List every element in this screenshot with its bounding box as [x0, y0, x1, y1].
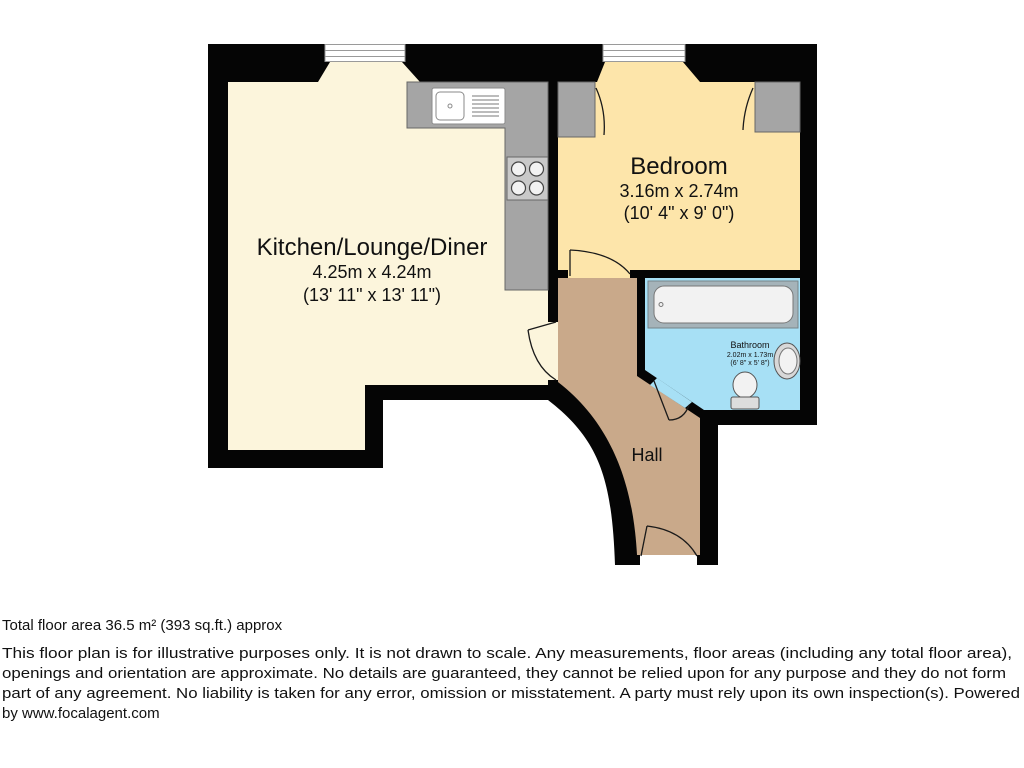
bedroom-name: Bedroom — [630, 153, 728, 180]
wash-basin-icon — [774, 343, 800, 379]
kitchen-sink-icon — [432, 88, 505, 124]
bathtub-inner — [654, 286, 793, 323]
hob-ring — [530, 181, 544, 195]
toilet-icon — [731, 372, 759, 409]
hob-ring — [512, 162, 526, 176]
bathroom-label — [727, 340, 773, 367]
kitchen-name: Kitchen/Lounge/Diner — [256, 234, 488, 261]
bedroom-window-icon — [603, 45, 685, 62]
hob-ring — [530, 162, 544, 176]
bedroom-window-frame — [603, 45, 685, 62]
disclaimer-line: openings and orientation are approximate. No details are guaranteed, they cannot be relied upon for any purpose and they do not form — [2, 665, 1006, 682]
hob-icon — [507, 157, 548, 200]
basin-inner — [779, 348, 797, 374]
disclaimer-line: part of any agreement. No liability is taken for any error, omission or misstatement. A party must rely upon its own inspection(s). Powered — [2, 685, 1020, 702]
toilet-cistern — [731, 397, 759, 409]
front-door-opening — [640, 555, 697, 565]
hall-name: Hall — [631, 445, 663, 465]
bedroom-door-opening — [568, 270, 630, 278]
hall-label — [631, 445, 662, 465]
kitchen-size-imperial: (13' 11" x 13' 11") — [302, 285, 442, 305]
kitchen-size-metric: 4.25m x 4.24m — [312, 262, 432, 282]
wardrobe-left — [558, 82, 595, 137]
bathroom-size-imperial: (6' 8" x 5' 8") — [730, 360, 770, 367]
bedroom-size-imperial: (10' 4" x 9' 0") — [623, 203, 735, 223]
wardrobe-right — [755, 82, 800, 132]
hob-plate — [507, 157, 548, 200]
kitchen-window-frame — [325, 45, 405, 62]
toilet-bowl — [733, 372, 757, 398]
bathroom-name: Bathroom — [730, 340, 770, 350]
hob-ring — [512, 181, 526, 195]
disclaimer-line: by www.focalagent.com — [2, 705, 160, 722]
bathroom-size-metric: 2.02m x 1.73m — [726, 352, 774, 359]
bedroom-label — [619, 153, 738, 223]
disclaimer-line: This floor plan is for illustrative purposes only. It is not drawn to scale. Any measurements, floor areas (including any total floor area), — [2, 645, 1012, 662]
kitchen-door-opening — [548, 322, 558, 380]
bedroom-size-metric: 3.16m x 2.74m — [619, 181, 739, 201]
total-floor-area: Total floor area 36.5 m² (393 sq.ft.) approx — [2, 617, 283, 634]
bathtub-icon — [648, 281, 798, 328]
sink-basin — [436, 92, 464, 120]
kitchen-window-icon — [325, 45, 405, 62]
